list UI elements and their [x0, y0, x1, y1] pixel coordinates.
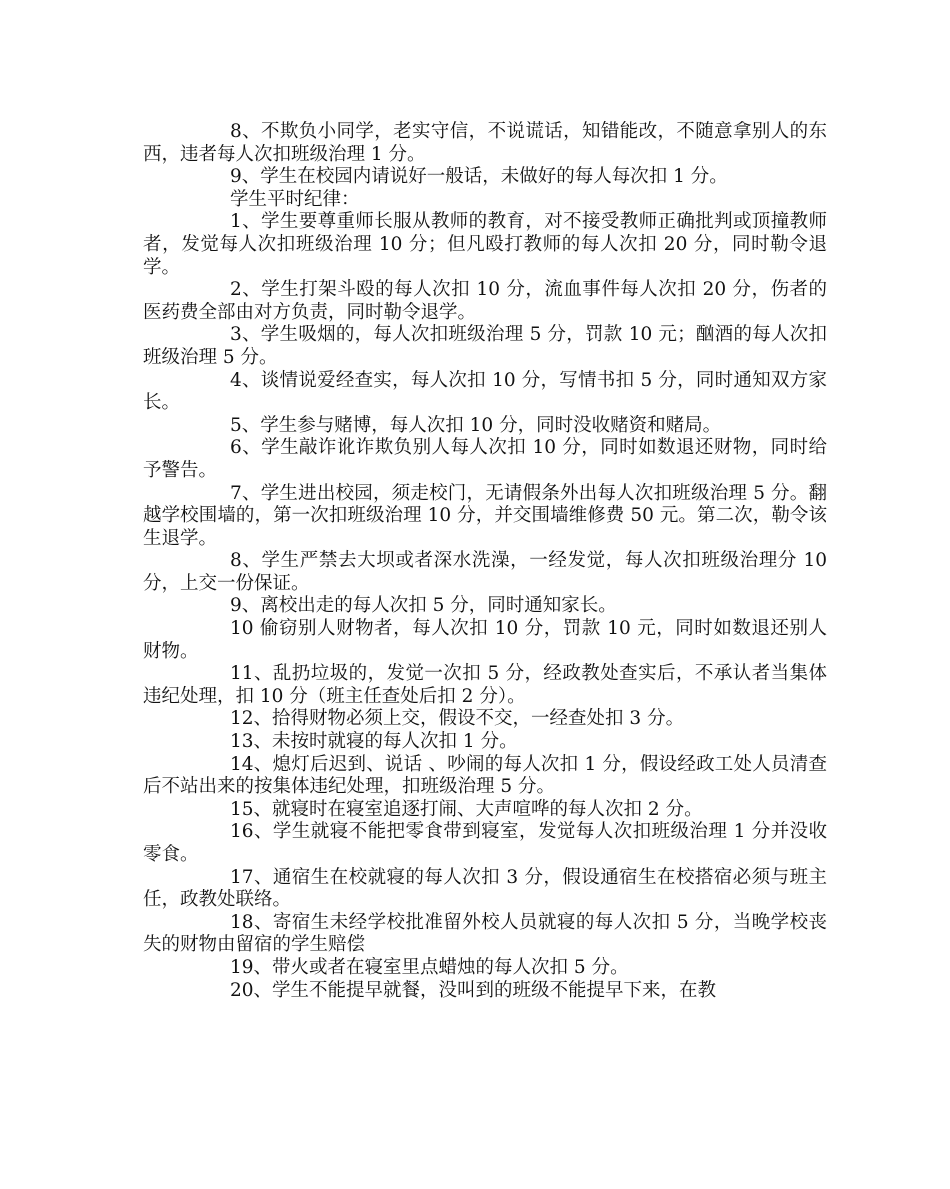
- paragraph-discipline-3: 3、学生吸烟的，每人次扣班级治理 5 分，罚款 10 元；酗酒的每人次扣班级治理 5 分。: [143, 324, 827, 368]
- paragraph-discipline-20: 20、学生不能提早就餐，没叫到的班级不能提早下来，在教: [230, 979, 717, 1001]
- paragraph-discipline-16: 16、学生就寝不能把零食带到寝室，发觉每人次扣班级治理 1 分并没收零食。: [143, 821, 827, 865]
- paragraph-discipline-15: 15、就寝时在寝室追逐打闹、大声喧哗的每人次扣 2 分。: [230, 798, 703, 820]
- paragraph-discipline-19: 19、带火或者在寝室里点蜡烛的每人次扣 5 分。: [230, 956, 629, 978]
- paragraph-discipline-1: 1、学生要尊重师长服从教师的教育，对不接受教师正确批判或顶撞教师者，发觉每人次扣班级治理 10 分；但凡殴打教师的每人次扣 20 分，同时勒令退学。: [143, 211, 827, 278]
- paragraph-rule-9-mandarin: 9、学生在校园内请说好一般话，未做好的每人每次扣 1 分。: [230, 166, 728, 188]
- paragraph-rule-8-honesty: 8、不欺负小同学，老实守信，不说谎话，知错能改，不随意拿别人的东西，违者每人次扣班级治理 1 分。: [143, 121, 827, 165]
- paragraph-discipline-2: 2、学生打架斗殴的每人次扣 10 分，流血事件每人次扣 20 分，伤者的医药费全部由对方负责，同时勒令退学。: [143, 279, 827, 323]
- paragraph-discipline-4: 4、谈情说爱经查实，每人次扣 10 分，写情书扣 5 分，同时通知双方家长。: [143, 369, 827, 414]
- document-page: [143, 121, 827, 1002]
- paragraph-discipline-9: 9、离校出走的每人次扣 5 分，同时通知家长。: [230, 595, 617, 617]
- section-heading-discipline: 学生平时纪律：: [230, 188, 360, 210]
- paragraph-discipline-8: 8、学生严禁去大坝或者深水洗澡，一经发觉，每人次扣班级治理分 10 分，上交一份保证。: [143, 550, 827, 594]
- paragraph-discipline-13: 13、未按时就寝的每人次扣 1 分。: [230, 731, 518, 753]
- paragraph-discipline-18: 18、寄宿生未经学校批准留外校人员就寝的每人次扣 5 分，当晚学校丧失的财物由留宿的学生赔偿: [143, 911, 827, 956]
- paragraph-discipline-14: 14、熄灯后迟到、说话 、吵闹的每人次扣 1 分，假设经政工处人员清查后不站出来的按集体违纪处理，扣班级治理 5 分。: [143, 753, 827, 798]
- paragraph-discipline-5: 5、学生参与赌博，每人次扣 10 分，同时没收赌资和赌局。: [230, 414, 722, 436]
- paragraph-discipline-12: 12、拾得财物必须上交，假设不交，一经查处扣 3 分。: [230, 708, 685, 730]
- paragraph-discipline-11: 11、乱扔垃圾的，发觉一次扣 5 分，经政教处查实后，不承认者当集体违纪处理，扣 10 分（班主任查处后扣 2 分）。: [143, 663, 827, 707]
- paragraph-discipline-7: 7、学生进出校园，须走校门，无请假条外出每人次扣班级治理 5 分。翻越学校围墙的，第一次扣班级治理 10 分，并交围墙维修费 50 元。第二次，勒令该生退学。: [143, 482, 827, 549]
- paragraph-discipline-6: 6、学生敲诈讹诈欺负别人每人次扣 10 分，同时如数退还财物，同时给予警告。: [143, 437, 827, 481]
- paragraph-discipline-10: 10 偷窃别人财物者，每人次扣 10 分，罚款 10 元，同时如数退还别人财物。: [143, 618, 827, 662]
- paragraph-discipline-17: 17、通宿生在校就寝的每人次扣 3 分，假设通宿生在校搭宿必须与班主任，政教处联络。: [143, 866, 827, 911]
